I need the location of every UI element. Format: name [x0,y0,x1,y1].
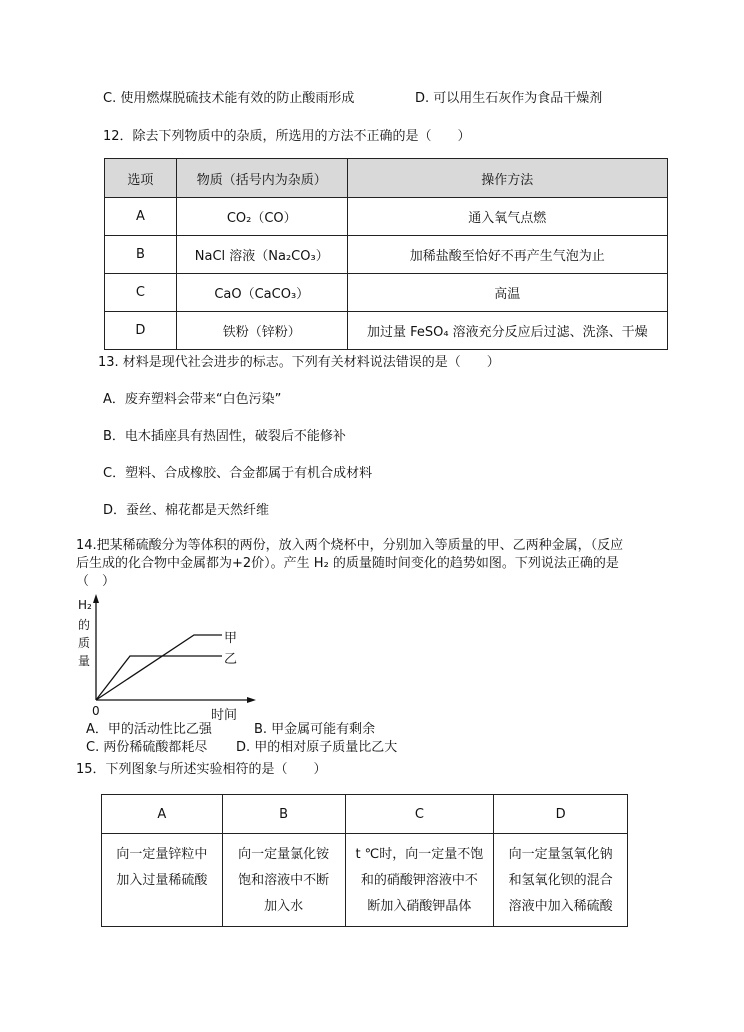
table-header-row [102,795,628,834]
q14-option-b: B. 甲金属可能有剩余 [254,722,376,737]
table-row [105,312,668,350]
cell-line: 饱和溶液中不断 [238,873,330,888]
cell-d [494,834,628,927]
row-method: 加稀盐酸至恰好不再产生气泡为止 [347,236,667,274]
row-option: C [105,274,177,312]
row-option: B [105,236,177,274]
q13-option-d: D．蚕丝、棉花都是天然纤维 [103,503,270,518]
series-jia-label: 甲 [224,631,238,646]
table-row [102,834,628,927]
cell-line: 向一定量氯化铵 [238,847,330,862]
q14-option-c: C. 两份稀硫酸都耗尽 [86,740,208,755]
q14-option-a: A．甲的活动性比乙强 [86,722,212,737]
table-row [105,198,668,236]
cell-line: 溶液中加入稀硫酸 [508,899,613,914]
q11-option-c: C. 使用燃煤脱硫技术能有效的防止酸雨形成 [103,91,355,106]
cell-line: 和氢氧化钡的混合 [508,873,613,888]
cell-b [222,834,345,927]
header-option: 选项 [105,159,177,198]
header-substance: 物质（括号内为杂质） [176,159,347,198]
cell-a [102,834,223,927]
table-row [105,236,668,274]
q12-stem: 12．除去下列物质中的杂质，所选用的方法不正确的是（ ） [103,129,471,144]
graph-x-label: 时间 [211,708,238,723]
header-c: C [345,795,494,834]
table-header-row [105,159,668,198]
q14-graph [90,590,270,720]
header-method: 操作方法 [347,159,667,198]
header-a: A [102,795,223,834]
cell-line: 向一定量锌粒中 [116,847,208,862]
row-substance: 铁粉（锌粉） [176,312,347,350]
q15-table [101,794,628,927]
q13-option-b: B．电木插座具有热固性，破裂后不能修补 [103,429,346,444]
q13-stem: 13. 材料是现代社会进步的标志。下列有关材料说法错误的是（ ） [98,355,500,370]
q15-stem: 15．下列图象与所述实验相符的是（ ） [76,762,327,777]
row-method: 高温 [347,274,667,312]
graph-y-label-de: 的 [78,618,91,632]
graph-y-label-liang: 量 [78,654,91,668]
q12-table [104,158,668,350]
q11-option-d: D. 可以用生石灰作为食品干燥剂 [415,91,603,106]
q14-stem-line3: （ ） [76,574,116,589]
graph-origin: 0 [92,704,100,718]
q13-option-c: C．塑料、合成橡胶、合金都属于有机合成材料 [103,466,373,481]
cell-line: 断加入硝酸钾晶体 [367,899,472,914]
y-axis-arrow [93,594,99,603]
cell-c [345,834,494,927]
row-substance: CO₂（CO） [176,198,347,236]
cell-line: 和的硝酸钾溶液中不 [360,873,478,888]
series-yi-line [96,656,222,700]
header-b: B [222,795,345,834]
header-d: D [494,795,628,834]
cell-line: t ℃时，向一定量不饱 [355,847,484,862]
q13-option-a: A．废弃塑料会带来“白色污染” [103,392,282,407]
cell-line: 加入过量稀硫酸 [116,873,208,888]
series-jia-line [96,635,222,700]
row-substance: NaCl 溶液（Na₂CO₃） [176,236,347,274]
row-option: A [105,198,177,236]
q14-stem-line1: 14.把某稀硫酸分为等体积的两份，放入两个烧杯中，分别加入等质量的甲、乙两种金属，（反应 [76,538,624,553]
q14-stem-line2: 后生成的化合物中金属都为+2价）。产生 H₂ 的质量随时间变化的趋势如图。下列说法正确的是 [76,556,619,571]
row-method: 通入氧气点燃 [347,198,667,236]
cell-line: 加入水 [264,899,304,914]
graph-y-label-h2: H₂ [78,598,92,612]
row-method: 加过量 FeSO₄ 溶液充分反应后过滤、洗涤、干燥 [347,312,667,350]
table-row [105,274,668,312]
series-yi-label: 乙 [224,652,238,667]
row-substance: CaO（CaCO₃） [176,274,347,312]
q14-option-d: D. 甲的相对原子质量比乙大 [236,740,398,755]
graph-y-label-zhi: 质 [78,636,91,650]
row-option: D [105,312,177,350]
x-axis-arrow [247,697,256,703]
cell-line: 向一定量氢氧化钠 [508,847,613,862]
